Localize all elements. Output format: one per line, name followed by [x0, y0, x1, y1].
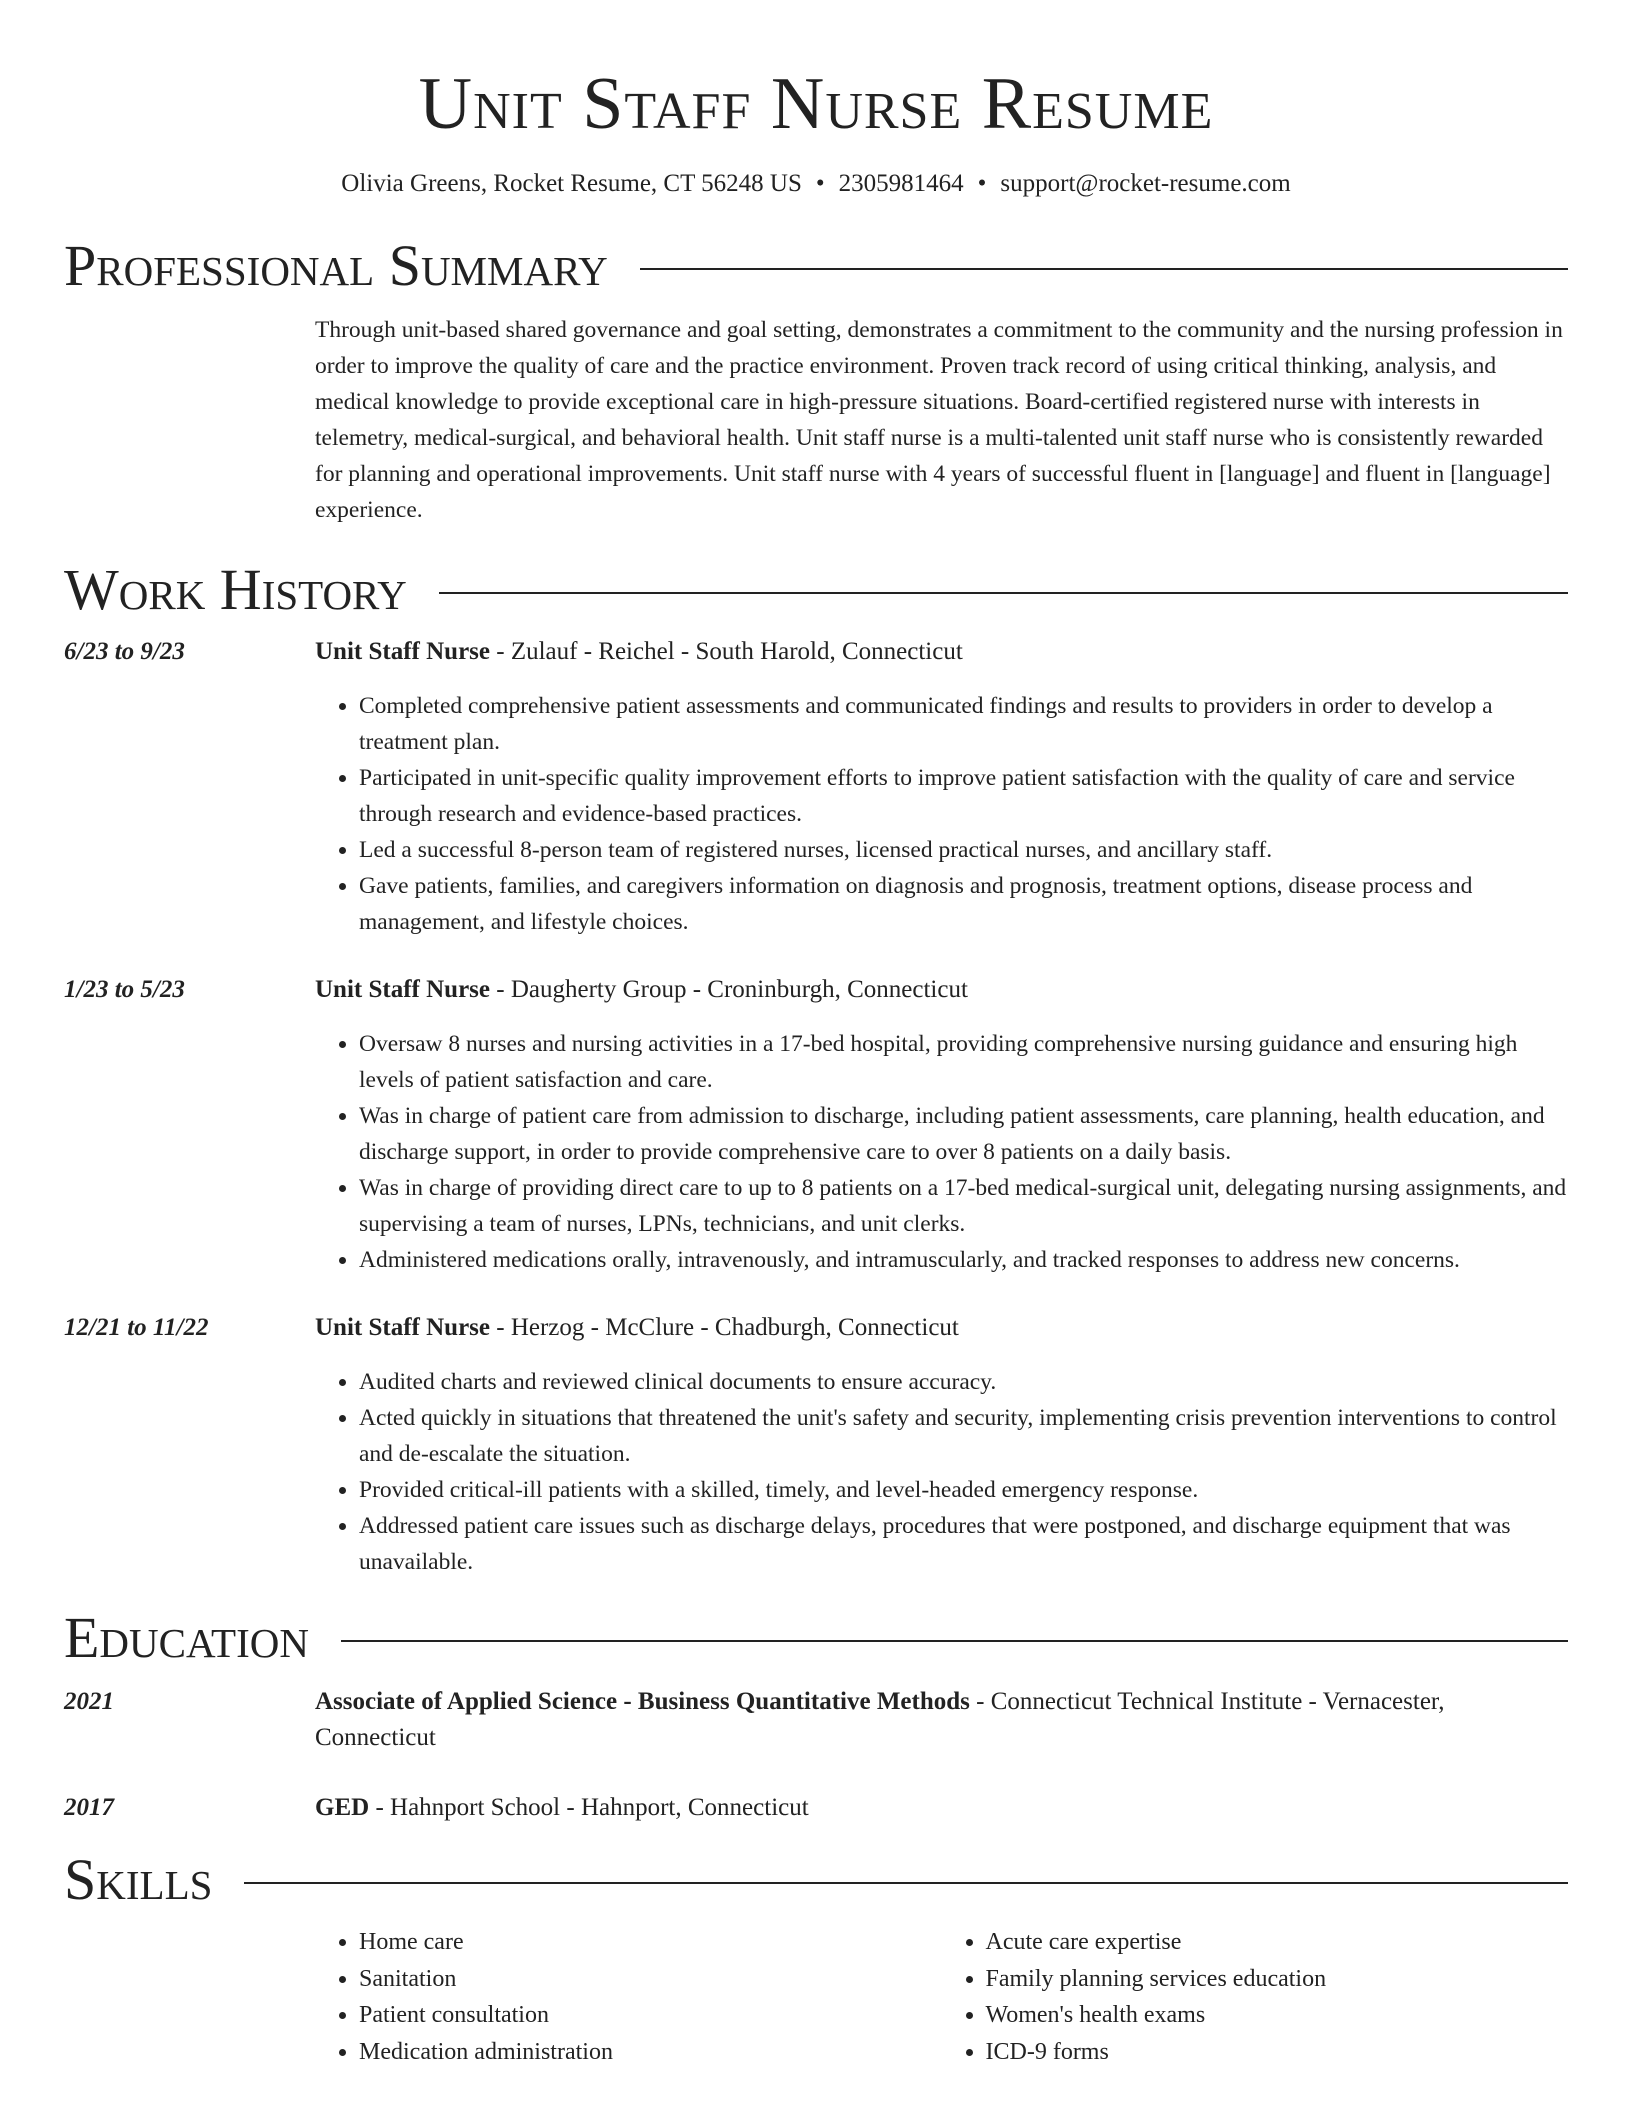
job-bullet: • Administered medications orally, intravenously, and intramuscularly, and tracked responses to address new concerns. [359, 1242, 1568, 1278]
job-bullets [315, 1364, 1568, 1580]
job-bullet: • Addressed patient care issues such as discharge delays, procedures that were postponed, and discharge equipment that was unavailable. [359, 1508, 1568, 1580]
job-entry [64, 634, 1568, 940]
education-heading: Education [64, 1605, 309, 1670]
education-degree: GED [315, 1794, 370, 1821]
skills-section-header [64, 1848, 1568, 1912]
education-line [315, 1684, 1568, 1756]
job-dates: 1/23 to 5/23 [64, 976, 185, 1003]
education-details: - Hahnport School - Hahnport, Connecticut [369, 1794, 809, 1821]
job-bullet: • Acted quickly in situations that threatened the unit's safety and security, implementing crisis prevention interventions to control and de-escalate the situation. [359, 1400, 1568, 1472]
work-section-header [64, 558, 1568, 622]
contact-line [64, 168, 1568, 200]
job-bullet: • Gave patients, families, and caregivers information on diagnosis and prognosis, treatment options, disease process and management, and lifestyle choices. [359, 868, 1568, 940]
skill-item: • Women's health exams [986, 1997, 1569, 2034]
job-dates: 12/21 to 11/22 [64, 1314, 209, 1341]
skills-list-right [942, 1924, 1569, 2070]
job-bullets [315, 688, 1568, 940]
job-bullet: • Was in charge of patient care from admission to discharge, including patient assessments, care planning, health education, and discharge support, in order to provide comprehensive care to over 8 patients on a daily basis. [359, 1098, 1568, 1170]
job-details: - Herzog - McClure - Chadburgh, Connecticut [490, 1314, 959, 1341]
job-bullet: • Led a successful 8-person team of registered nurses, licensed practical nurses, and ancillary staff. [359, 832, 1568, 868]
job-title: Unit Staff Nurse [315, 976, 490, 1003]
skills-list-left [315, 1924, 942, 2070]
contact-separator: • [977, 170, 987, 197]
summary-text: Through unit-based shared governance and goal setting, demonstrates a commitment to the community and the nursing profession in order to improve the quality of care and the practice environment. Proven track record of using critical thinking, analysis, and medical knowledge to provide exceptional care in high-pressure situations. Board-certified registered nurse with interests in telemetry, medical-surgical, and behavioral health. Unit staff nurse is a multi-talented unit staff nurse who is consistently rewarded for planning and operational improvements. Unit staff nurse with 4 years of successful fluent in [language] and fluent in [language] experience. [315, 317, 1563, 523]
job-title: Unit Staff Nurse [315, 1314, 490, 1341]
education-year: 2021 [64, 1688, 114, 1715]
section-divider [341, 1640, 1568, 1642]
contact-email: support@rocket-resume.com [1000, 170, 1291, 197]
skills-spacer [64, 1924, 315, 2070]
page-title: Unit Staff Nurse Resume [418, 63, 1214, 145]
skill-item: • Sanitation [359, 1961, 942, 1998]
job-details: - Daugherty Group - Croninburgh, Connecticut [490, 976, 968, 1003]
job-title: Unit Staff Nurse [315, 638, 490, 665]
job-bullet: • Participated in unit-specific quality improvement efforts to improve patient satisfaction with the quality of care and service through research and evidence-based practices. [359, 760, 1568, 832]
job-details: - Zulauf - Reichel - South Harold, Connecticut [490, 638, 963, 665]
summary-heading: Professional Summary [64, 233, 608, 298]
job-bullet: • Completed comprehensive patient assessments and communicated findings and results to providers in order to develop a treatment plan. [359, 688, 1568, 760]
work-heading: Work History [64, 557, 407, 622]
job-heading [315, 972, 1568, 1008]
skills-columns [315, 1924, 1568, 2070]
job-entry [64, 972, 1568, 1278]
job-heading [315, 634, 1568, 670]
job-bullet: • Audited charts and reviewed clinical documents to ensure accuracy. [359, 1364, 1568, 1400]
summary-section [64, 312, 1568, 528]
summary-spacer [64, 312, 315, 528]
job-bullet: • Oversaw 8 nurses and nursing activities in a 17-bed hospital, providing comprehensive nursing guidance and ensuring high levels of patient satisfaction and care. [359, 1026, 1568, 1098]
resume-page [64, 0, 1568, 2070]
skills-heading: Skills [64, 1847, 213, 1912]
education-entry [64, 1790, 1568, 1826]
skill-item: • Acute care expertise [986, 1924, 1569, 1961]
skills-section [64, 1924, 1568, 2070]
education-line [315, 1790, 1568, 1826]
skill-item: • Family planning services education [986, 1961, 1569, 1998]
contact-address: Olivia Greens, Rocket Resume, CT 56248 US [341, 170, 802, 197]
section-divider [640, 268, 1568, 270]
education-year: 2017 [64, 1794, 114, 1821]
education-section-header [64, 1606, 1568, 1670]
job-heading [315, 1310, 1568, 1346]
education-entry [64, 1684, 1568, 1756]
skill-item: • Medication administration [359, 2034, 942, 2071]
skill-item: • Home care [359, 1924, 942, 1961]
education-details: - Connecticut Technical Institute - Vernacester, Connecticut [315, 1688, 1445, 1751]
job-dates: 6/23 to 9/23 [64, 638, 185, 665]
contact-separator: • [815, 170, 825, 197]
section-divider [439, 592, 1568, 594]
skill-item: • ICD-9 forms [986, 2034, 1569, 2071]
contact-phone: 2305981464 [838, 170, 964, 197]
skill-item: • Patient consultation [359, 1997, 942, 2034]
job-entry [64, 1310, 1568, 1580]
education-degree: Associate of Applied Science - Business Quantitative Methods [315, 1688, 970, 1715]
job-bullets [315, 1026, 1568, 1278]
summary-section-header [64, 234, 1568, 298]
job-bullet: • Provided critical-ill patients with a skilled, timely, and level-headed emergency response. [359, 1472, 1568, 1508]
job-bullet: • Was in charge of providing direct care to up to 8 patients on a 17-bed medical-surgical unit, delegating nursing assignments, and supervising a team of nurses, LPNs, technicians, and unit clerks. [359, 1170, 1568, 1242]
section-divider [244, 1882, 1568, 1884]
